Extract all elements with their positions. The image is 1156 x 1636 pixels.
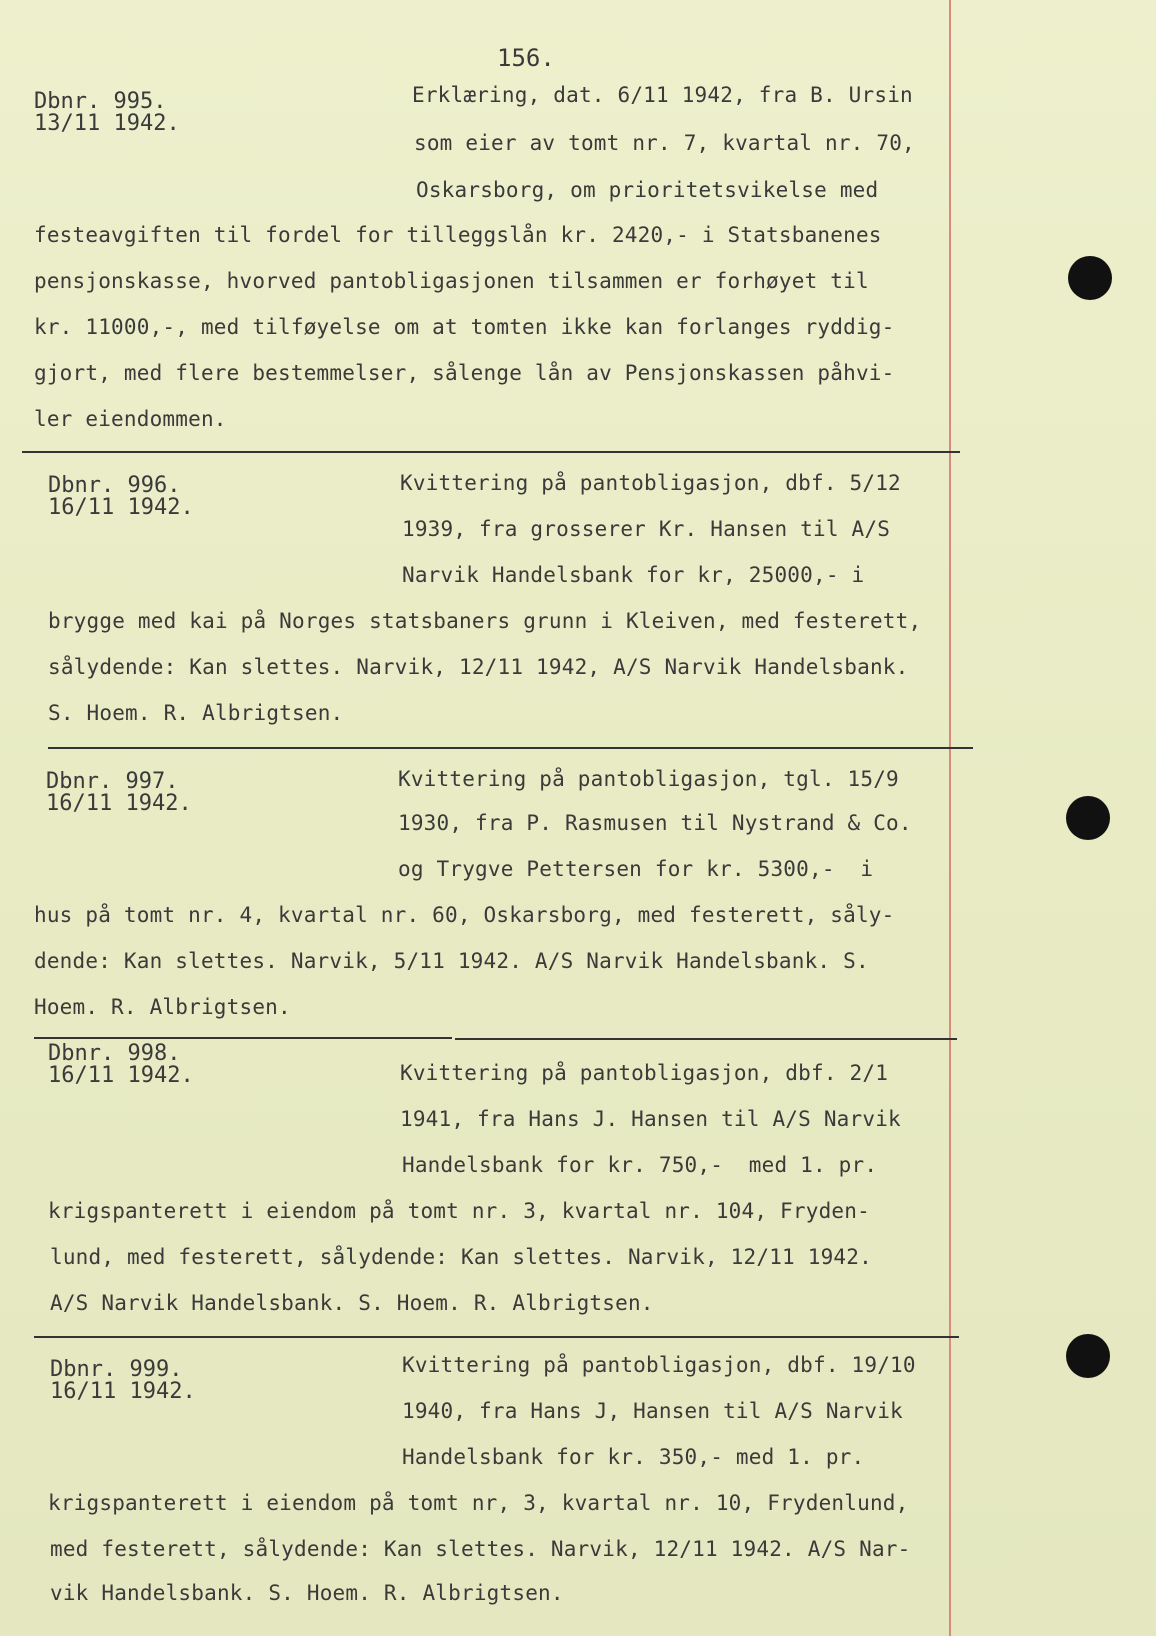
entry-date: 13/11 1942. (34, 111, 180, 136)
entry-line: som eier av tomt nr. 7, kvartal nr. 70, (414, 131, 915, 155)
entry-line: S. Hoem. R. Albrigtsen. (48, 701, 344, 725)
entry-line: Kvittering på pantobligasjon, dbf. 2/1 (400, 1061, 889, 1085)
entry-date: 16/11 1942. (48, 495, 194, 520)
entry-line: 1941, fra Hans J. Hansen til A/S Narvik (400, 1107, 901, 1131)
entry-divider (455, 1038, 957, 1040)
punch-hole (1068, 256, 1112, 300)
entry-divider (34, 1336, 959, 1338)
entry-line: Oskarsborg, om prioritetsvikelse med (416, 178, 879, 202)
entry-line: Kvittering på pantobligasjon, dbf. 19/10 (402, 1353, 916, 1377)
entry-line: Handelsbank for kr. 750,- med 1. pr. (402, 1153, 878, 1177)
margin-line (949, 0, 951, 1636)
entry-divider (34, 1037, 452, 1039)
page-number: 156. (497, 44, 555, 72)
entry-date: 16/11 1942. (48, 1063, 194, 1088)
entry-line: A/S Narvik Handelsbank. S. Hoem. R. Albrigtsen. (50, 1291, 654, 1315)
entry-line: med festerett, sålydende: Kan slettes. Narvik, 12/11 1942. A/S Nar- (50, 1537, 911, 1561)
punch-hole (1066, 1334, 1110, 1378)
entry-line: Erklæring, dat. 6/11 1942, fra B. Ursin (412, 83, 913, 107)
entry-line: gjort, med flere bestemmelser, sålenge lån av Pensjonskassen påhvi- (34, 361, 895, 385)
entry-line: dende: Kan slettes. Narvik, 5/11 1942. A/S Narvik Handelsbank. S. (34, 949, 869, 973)
entry-line: Kvittering på pantobligasjon, tgl. 15/9 (398, 767, 899, 791)
entry-line: festeavgiften til fordel for tilleggslån kr. 2420,- i Statsbanenes (34, 223, 882, 247)
entry-line: krigspanterett i eiendom på tomt nr. 3, kvartal nr. 104, Fryden- (48, 1199, 870, 1223)
punch-hole (1066, 796, 1110, 840)
entry-line: kr. 11000,-, med tilføyelse om at tomten ikke kan forlanges ryddig- (34, 315, 895, 339)
entry-line: ler eiendommen. (34, 407, 227, 431)
entry-divider (48, 747, 973, 749)
entry-line: 1939, fra grosserer Kr. Hansen til A/S (402, 517, 891, 541)
entry-line: sålydende: Kan slettes. Narvik, 12/11 1942, A/S Narvik Handelsbank. (48, 655, 909, 679)
entry-ref: Dbnr. 996. (48, 473, 181, 498)
entry-line: krigspanterett i eiendom på tomt nr, 3, kvartal nr. 10, Frydenlund, (48, 1491, 909, 1515)
entry-line: lund, med festerett, sålydende: Kan slettes. Narvik, 12/11 1942. (50, 1245, 872, 1269)
entry-ref: Dbnr. 999. (50, 1357, 183, 1382)
entry-ref: Dbnr. 997. (46, 769, 179, 794)
entry-line: Hoem. R. Albrigtsen. (34, 995, 291, 1019)
entry-ref: Dbnr. 995. (34, 89, 167, 114)
entry-divider (22, 451, 960, 453)
entry-line: Kvittering på pantobligasjon, dbf. 5/12 (400, 471, 901, 495)
entry-line: pensjonskasse, hvorved pantobligasjonen tilsammen er forhøyet til (34, 269, 869, 293)
entry-line: vik Handelsbank. S. Hoem. R. Albrigtsen. (50, 1581, 564, 1605)
entry-date: 16/11 1942. (46, 791, 192, 816)
entry-date: 16/11 1942. (50, 1379, 196, 1404)
entry-line: Handelsbank for kr. 350,- med 1. pr. (402, 1445, 865, 1469)
entry-line: brygge med kai på Norges statsbaners grunn i Kleiven, med festerett, (48, 609, 922, 633)
entry-line: og Trygve Pettersen for kr. 5300,- i (398, 857, 874, 881)
entry-line: hus på tomt nr. 4, kvartal nr. 60, Oskarsborg, med festerett, såly- (34, 903, 895, 927)
entry-ref: Dbnr. 998. (48, 1041, 181, 1066)
entry-line: Narvik Handelsbank for kr, 25000,- i (402, 563, 865, 587)
entry-line: 1940, fra Hans J, Hansen til A/S Narvik (402, 1399, 903, 1423)
entry-line: 1930, fra P. Rasmusen til Nystrand & Co. (398, 811, 912, 835)
